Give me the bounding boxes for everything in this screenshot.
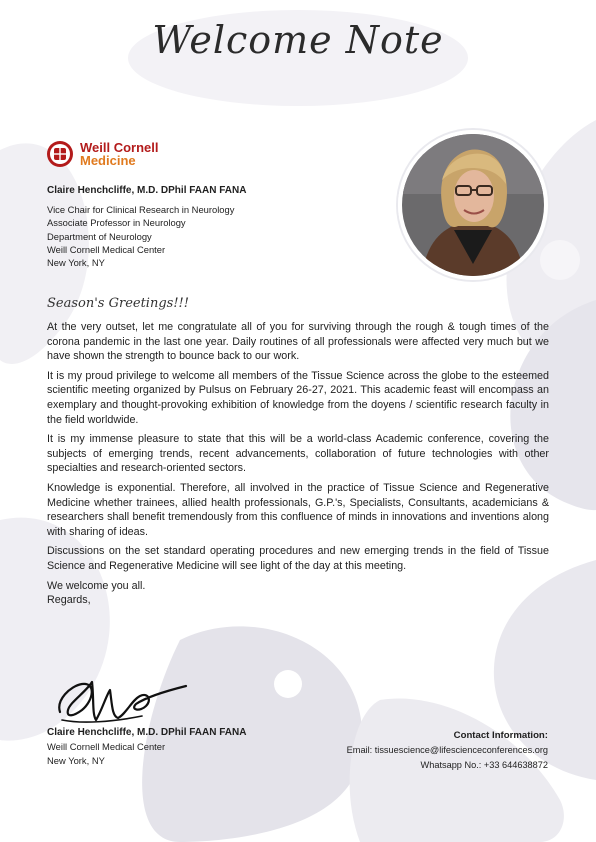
author-portrait	[398, 130, 548, 280]
author-role: New York, NY	[47, 257, 105, 269]
contact-info	[347, 728, 548, 773]
logo-line2: Medicine	[80, 153, 136, 168]
body-paragraph: At the very outset, let me congratulate all of you for surviving through the rough & tough times of the corona pandemic in the last one year. Daily routines of all professionals were affected very much but we have shown the strength to bounce back to our work.	[47, 321, 549, 363]
contact-heading: Contact Information:	[453, 730, 548, 741]
author-block	[47, 184, 246, 269]
contact-whatsapp[interactable]: Whatsapp No.: +33 644638872	[420, 760, 548, 770]
portrait-image	[402, 134, 544, 276]
closing-regards: Regards,	[47, 594, 91, 607]
signature-block	[47, 726, 246, 768]
body-paragraph: Discussions on the set standard operating procedures and new emerging trends in the field of Tissue Science and Regenerative Medicine will see light of the day at this meeting.	[47, 545, 549, 572]
crest-icon	[46, 140, 74, 168]
signature-line: Weill Cornell Medical Center	[47, 741, 166, 752]
logo-line1: Weill Cornell	[80, 140, 159, 155]
author-role: Department of Neurology	[47, 230, 152, 242]
body-paragraph: It is my immense pleasure to state that this will be a world-class Academic conference, covering the subjects of emerging trends, recent advancements, collaboration of future technologies with other specialties and research-oriented sectors.	[47, 433, 549, 475]
page-title: Welcome Note	[152, 18, 444, 62]
author-role: Associate Professor in Neurology	[47, 217, 186, 229]
body-paragraph: It is my proud privilege to welcome all members of the Tissue Science across the globe to the esteemed scientific meeting organized by Pulsus on February 26-27, 2021. This academic feast will encompass an exemplary and thought-provoking exhibition of knowledge from the doyens / scientific research faculty in the field worldwide.	[47, 369, 549, 426]
signature-name: Claire Henchcliffe, M.D. DPhil FAAN FANA	[47, 727, 247, 738]
weill-cornell-logo	[46, 140, 159, 168]
author-name: Claire Henchcliffe, M.D. DPhil FAAN FANA	[47, 185, 247, 196]
signature-line: New York, NY	[47, 755, 105, 766]
greeting-text: Season's Greetings!!!	[47, 296, 190, 311]
author-role: Weill Cornell Medical Center	[47, 243, 166, 255]
body-paragraph: Knowledge is exponential. Therefore, all involved in the practice of Tissue Science and Regenerative Medicine whether trainees, allied health professionals, G.P.'s, Specialists, Consultants, academicians & researchers shall benefit tremendously from this confluence of minds in innovations and inventions along with sharing of ideas.	[47, 481, 549, 538]
author-role: Vice Chair for Clinical Research in Neurology	[47, 204, 235, 216]
handwritten-signature	[52, 670, 192, 730]
closing-line: We welcome you all.	[47, 579, 146, 592]
letter-body	[47, 320, 549, 608]
contact-email[interactable]: Email: tissuescience@lifescienceconferences.org	[346, 745, 548, 755]
